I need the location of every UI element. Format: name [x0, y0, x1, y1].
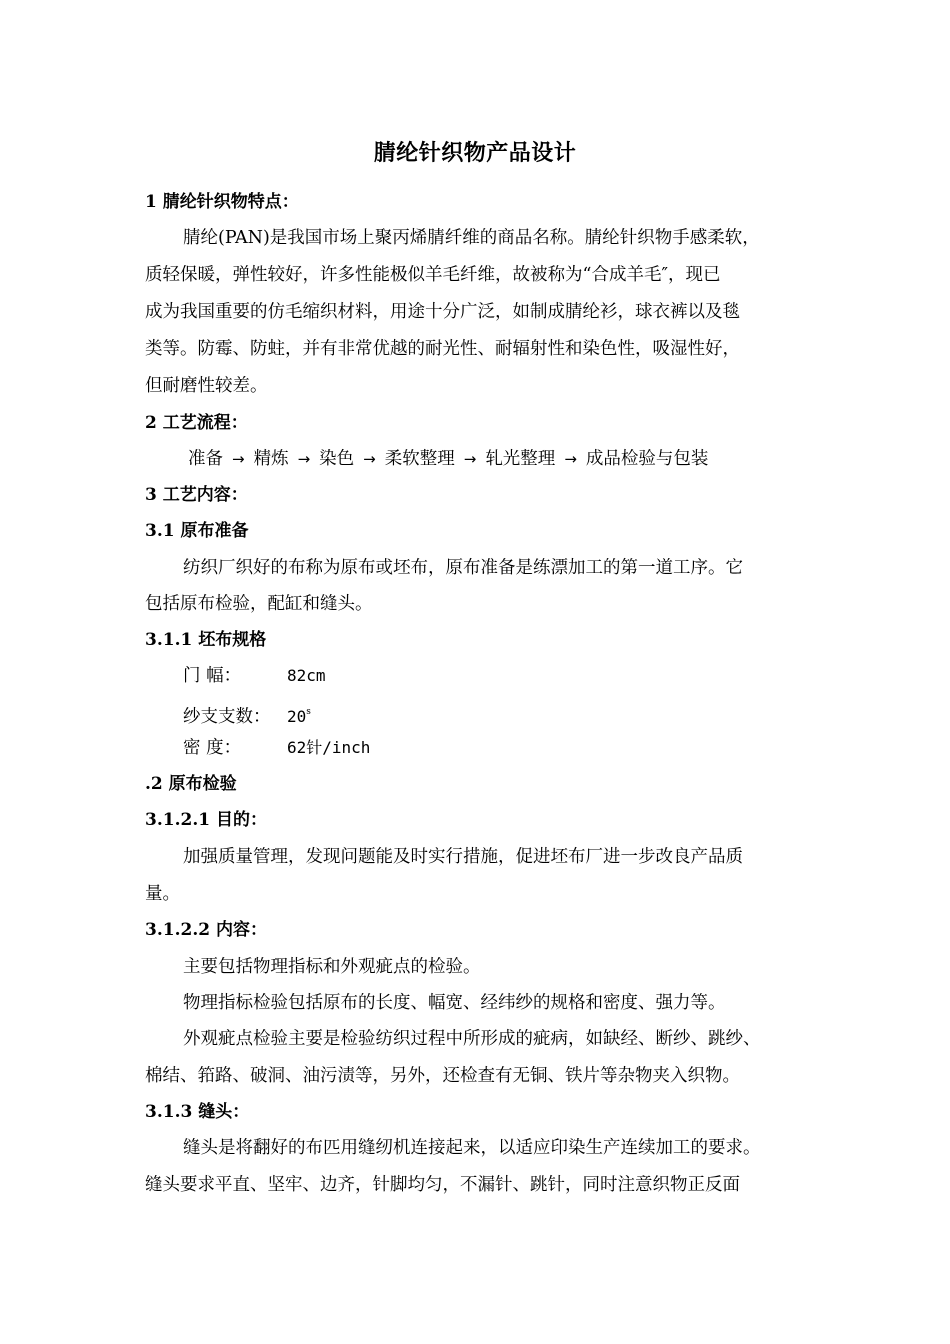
arrow-right-icon: →	[363, 450, 376, 468]
paragraph-line: 物理指标检验包括原布的长度、幅宽、经纬纱的规格和密度、强力等。	[183, 993, 726, 1013]
paragraph-line: 缝头是将翻好的布匹用缝纫机连接起来，以适应印染生产连续加工的要求。	[183, 1138, 761, 1158]
paragraph-line: 成为我国重要的仿毛缩织材料，用途十分广泛，如制成腈纶衫，球衣裤以及毯	[145, 302, 740, 322]
flow-step: 准备	[188, 449, 223, 469]
paragraph-line: 类等。防霉、防蛀，并有非常优越的耐光性、耐辐射性和染色性，吸湿性好，	[145, 339, 740, 359]
section-2-heading: 2 工艺流程：	[145, 413, 248, 433]
flow-step: 轧光整理	[485, 449, 556, 469]
section-3-1-1-heading: 3.1.1 坯布规格	[145, 630, 267, 650]
spec-row-width	[183, 664, 326, 688]
arrow-right-icon: →	[232, 450, 245, 468]
paragraph-line: 腈纶(PAN)是我国市场上聚丙烯腈纤维的商品名称。腈纶针织物手感柔软，	[183, 228, 760, 248]
paragraph-line: 棉结、筘路、破洞、油污渍等，另外，还检查有无铜、铁片等杂物夹入织物。	[145, 1066, 740, 1086]
section-3-1-heading: 3.1 原布准备	[145, 521, 249, 541]
section-1-heading: 1 腈纶针织物特点：	[145, 192, 299, 212]
spec-superscript: s	[306, 707, 311, 717]
process-flow	[188, 447, 708, 471]
spec-label: 纱支支数：	[183, 707, 271, 727]
arrow-right-icon: →	[463, 450, 477, 468]
section-3-1-2-heading: .2 原布检验	[145, 774, 237, 794]
spec-row-density	[183, 736, 370, 760]
paragraph-line: 缝头要求平直、坚牢、边齐，针脚均匀，不漏针、跳针，同时注意织物正反面	[145, 1175, 740, 1195]
flow-step: 成品检验与包装	[585, 449, 709, 469]
paragraph-line: 纺织厂织好的布称为原布或坯布，原布准备是练漂加工的第一道工序。它	[183, 558, 743, 578]
paragraph-line: 质轻保暖，弹性较好，许多性能极似羊毛纤维，故被称为“合成羊毛″，现已	[145, 265, 721, 285]
paragraph-line: 加强质量管理，发现问题能及时实行措施，促进坯布厂进一步改良产品质	[183, 847, 743, 867]
section-3-1-2-1-heading: 3.1.2.1 目的：	[145, 810, 267, 830]
spec-row-yarn-count	[183, 700, 311, 729]
section-3-1-3-heading: 3.1.3 缝头：	[145, 1102, 250, 1122]
arrow-right-icon: →	[297, 450, 311, 468]
paragraph-line: 但耐磨性较差。	[145, 376, 268, 396]
flow-step: 精炼	[253, 449, 289, 469]
document-title: 腈纶针织物产品设计	[373, 140, 577, 166]
paragraph-line: 包括原布检验，配缸和缝头。	[145, 594, 373, 614]
section-3-1-2-2-heading: 3.1.2.2 内容：	[145, 920, 267, 940]
paragraph-line: 外观疵点检验主要是检验纺织过程中所形成的疵病，如缺经、断纱、跳纱、	[183, 1029, 761, 1049]
paragraph-line: 量。	[145, 884, 180, 904]
spec-value: 20	[287, 707, 307, 726]
spec-value: 62针/inch	[287, 738, 371, 757]
arrow-right-icon: →	[564, 450, 577, 468]
spec-label: 门 幅：	[183, 666, 242, 686]
section-3-heading: 3 工艺内容：	[145, 485, 248, 505]
paragraph-line: 主要包括物理指标和外观疵点的检验。	[183, 957, 481, 977]
flow-step: 柔软整理	[384, 449, 455, 469]
spec-value: 82cm	[287, 666, 326, 685]
spec-label: 密 度：	[183, 738, 242, 758]
flow-step: 染色	[319, 449, 355, 469]
